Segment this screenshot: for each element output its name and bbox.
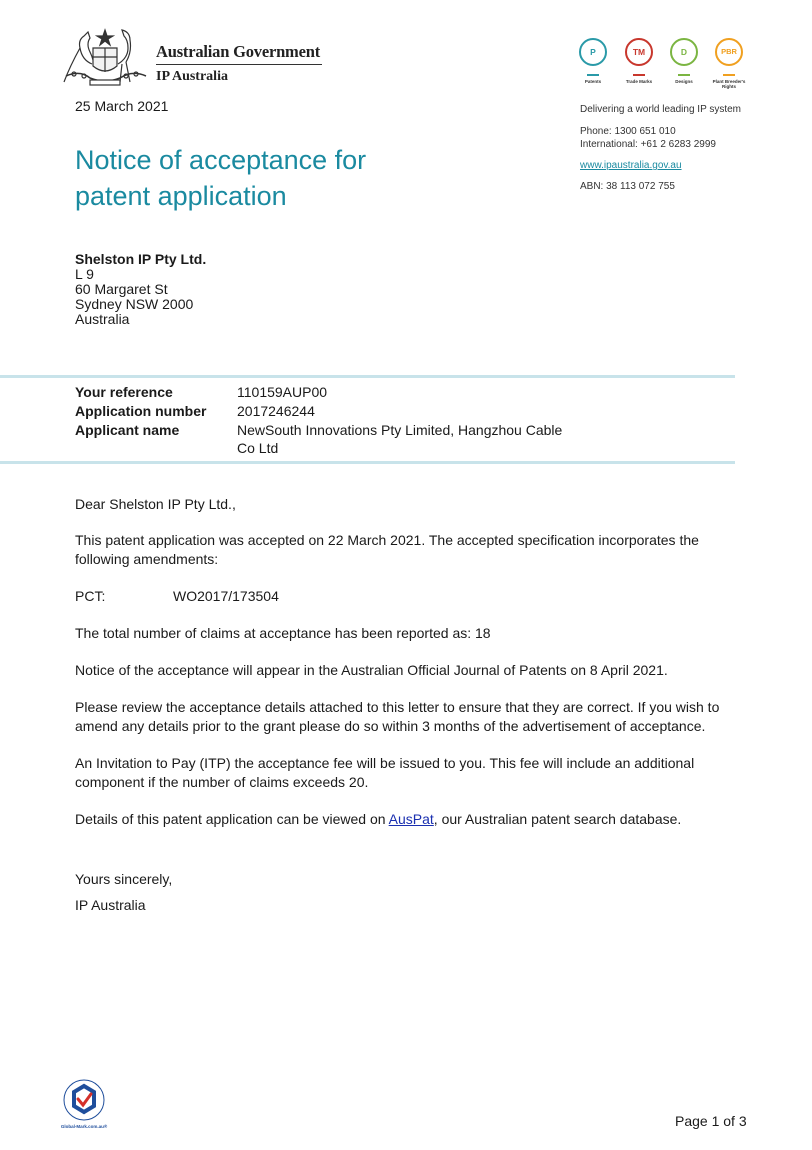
divider	[0, 461, 735, 464]
international-number: International: +61 2 6283 2999	[580, 139, 716, 150]
website-link[interactable]: www.ipaustralia.gov.au	[580, 160, 682, 171]
claims-paragraph: The total number of claims at acceptance has been reported as: 18	[75, 625, 491, 641]
application-number-value: 2017246244	[237, 403, 315, 419]
ip-rights-icons	[578, 38, 748, 98]
address-line: L 9	[75, 266, 94, 282]
title-rule	[156, 64, 322, 65]
acceptance-paragraph: This patent application was accepted on 22 March 2021. The accepted specification incorporates the following amendments:	[75, 532, 699, 567]
your-reference-label: Your reference	[75, 384, 173, 400]
pct-label: PCT:	[75, 588, 106, 604]
auspat-link[interactable]: AusPat	[388, 811, 434, 827]
auspat-text-after: , our Australian patent search database.	[433, 811, 682, 827]
designs-symbol: D	[670, 38, 698, 66]
pbr-symbol: PBR	[715, 38, 743, 66]
trade-marks-label: Trade Marks	[625, 79, 653, 84]
trade-marks-symbol: TM	[625, 38, 653, 66]
pbr-label: Plant Breeder's Rights	[712, 79, 746, 89]
svg-text:Global-Mark.com.au®: Global-Mark.com.au®	[60, 1124, 108, 1129]
journal-paragraph: Notice of the acceptance will appear in the Australian Official Journal of Patents on 8 April 2021.	[75, 662, 668, 678]
designs-icon	[669, 38, 699, 84]
address-line: Sydney NSW 2000	[75, 296, 194, 312]
signature: IP Australia	[75, 897, 146, 913]
address-line: 60 Margaret St	[75, 281, 168, 297]
closing: Yours sincerely,	[75, 871, 173, 887]
abn: ABN: 38 113 072 755	[580, 181, 675, 192]
fee-paragraph: An Invitation to Pay (ITP) the acceptance fee will be issued to you. This fee will include an additional component if the number of claims exceeds 20.	[75, 755, 695, 790]
page-number: Page 1 of 3	[675, 1113, 747, 1129]
address-line: Australia	[75, 311, 130, 327]
government-title: Australian Government	[156, 42, 320, 61]
auspat-text-before: Details of this patent application can be viewed on	[75, 811, 389, 827]
your-reference-value: 110159AUP00	[237, 384, 328, 400]
divider	[633, 74, 645, 76]
trade-marks-icon	[624, 38, 654, 84]
patents-label: Patents	[584, 79, 602, 84]
divider	[0, 375, 735, 378]
application-number-label: Application number	[75, 403, 207, 419]
plant-breeders-rights-icon	[712, 38, 746, 89]
patents-symbol: P	[579, 38, 607, 66]
letter-date: 25 March 2021	[75, 98, 169, 114]
phone-number: Phone: 1300 651 010	[580, 126, 676, 137]
salutation: Dear Shelston IP Pty Ltd.,	[75, 496, 236, 512]
review-paragraph: Please review the acceptance details attached to this letter to ensure that they are correct. If you wish to amend any details prior to the grant please do so within 3 months of the advertisement of acceptance.	[75, 699, 720, 734]
divider	[587, 74, 599, 76]
recipient-name: Shelston IP Pty Ltd.	[75, 251, 207, 267]
pct-value: WO2017/173504	[173, 588, 279, 604]
patents-icon	[578, 38, 608, 84]
divider	[678, 74, 690, 76]
coat-of-arms-logo	[60, 26, 150, 90]
applicant-name-label: Applicant name	[75, 422, 180, 438]
agency-name: IP Australia	[156, 69, 228, 84]
page-title: Notice of acceptance for patent application	[75, 145, 367, 211]
applicant-name-value: NewSouth Innovations Pty Limited, Hangzhou Cable Co Ltd	[237, 422, 563, 456]
designs-label: Designs	[675, 79, 693, 84]
tagline: Delivering a world leading IP system	[580, 104, 742, 115]
divider	[723, 74, 735, 76]
auspat-paragraph	[75, 810, 755, 829]
iso-certification-seal-icon	[56, 1076, 112, 1132]
